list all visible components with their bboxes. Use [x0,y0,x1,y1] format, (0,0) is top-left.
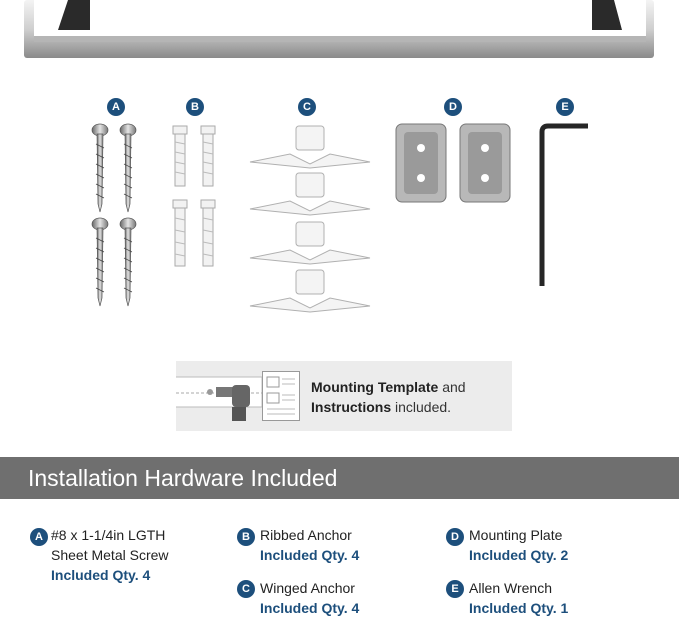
legend-a-qty: Included Qty. 4 [51,567,151,583]
legend-item-d [469,525,568,565]
label-b-badge: B [186,98,204,116]
instructions-label: Instructions [311,399,392,415]
legend-d-name: Mounting Plate [469,527,563,543]
legend-item-a [51,525,169,585]
label-d-badge: D [444,98,462,116]
template-caption [311,377,466,417]
legend-item-b [260,525,359,565]
legend-e-name: Allen Wrench [469,580,553,596]
legend-b-qty: Included Qty. 4 [260,547,360,563]
legend-a-badge: A [30,528,48,546]
legend-b-name: Ribbed Anchor [260,527,352,543]
section-header [0,457,679,499]
legend-c-badge: C [237,580,255,598]
legend-item-c [260,578,359,618]
allen-wrench-icon [542,126,588,286]
label-c-badge: C [298,98,316,116]
legend-e-qty: Included Qty. 1 [469,600,569,616]
legend-d-qty: Included Qty. 2 [469,547,569,563]
instructions-sheet-icon [262,371,300,421]
legend-c-name: Winged Anchor [260,580,355,596]
included-text: included. [395,399,452,415]
towel-bar-image [0,0,679,65]
legend-c-qty: Included Qty. 4 [260,600,360,616]
page-title: Installation Hardware Included [28,465,338,491]
mounting-template-panel [176,361,512,431]
template-label: Mounting Template [311,379,439,395]
hardware-illustration [0,118,679,318]
label-e-badge: E [556,98,574,116]
winged-anchor-icon [250,126,370,312]
legend-d-badge: D [446,528,464,546]
label-a-badge: A [107,98,125,116]
mounting-plate-icon [396,124,510,202]
legend-b-badge: B [237,528,255,546]
template-and: and [442,379,466,395]
ribbed-anchor-icon [173,126,215,266]
legend-a-name-1: #8 x 1-1/4in LGTH [51,527,166,543]
legend-a-name-2: Sheet Metal Screw [51,547,169,563]
screw-icon [92,124,136,306]
legend-e-badge: E [446,580,464,598]
legend-item-e [469,578,568,618]
